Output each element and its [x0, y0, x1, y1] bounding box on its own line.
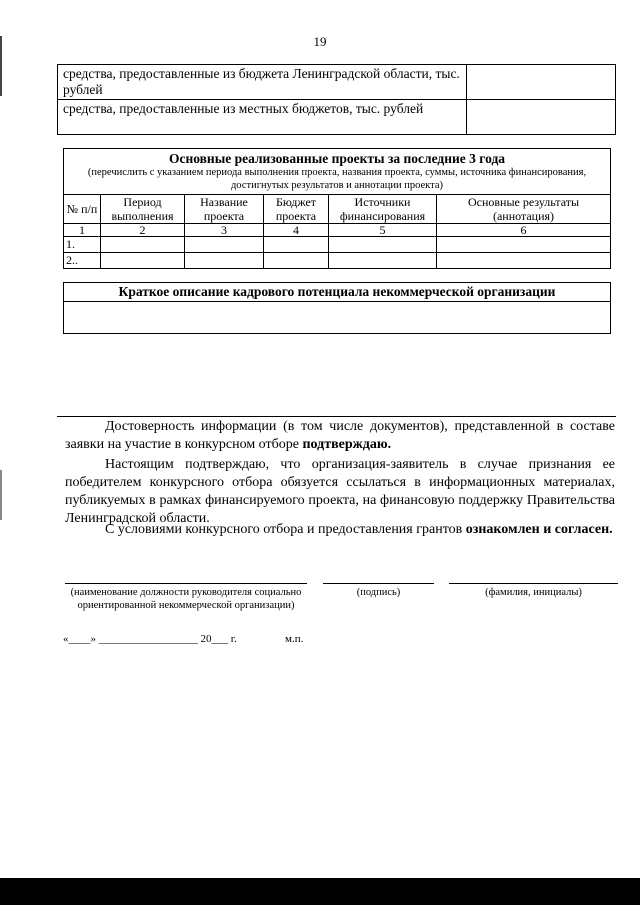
- column-header: Источники финансирования: [329, 195, 437, 224]
- staff-description-cell: [64, 302, 611, 334]
- projects-header: [64, 149, 611, 195]
- agreement-words: ознакомлен и согласен.: [465, 522, 613, 537]
- column-number: 3: [185, 224, 264, 237]
- stamp-place: м.п.: [285, 633, 304, 645]
- position-line: [65, 583, 307, 584]
- projects-title: Основные реализованные проекты за последние 3 года: [168, 151, 506, 166]
- scan-edge-mark: [0, 470, 2, 520]
- scan-footer-bar: [0, 878, 640, 905]
- projects-column-numbers: [64, 224, 611, 237]
- position-caption: (наименование должности руководителя социально ориентированной некоммерческой организации): [70, 587, 302, 611]
- column-number: 2: [101, 224, 185, 237]
- column-header: Основные результаты (аннотация): [437, 195, 611, 224]
- column-header: Период выполнения: [101, 195, 185, 224]
- staff-title: Краткое описание кадрового потенциала некоммерческой организации: [64, 283, 611, 302]
- column-number: 4: [264, 224, 329, 237]
- row-number: 1.: [64, 237, 101, 253]
- funds-value: [467, 100, 616, 135]
- funds-table: [57, 64, 616, 135]
- divider: [57, 416, 616, 417]
- funds-value: [467, 65, 616, 100]
- funds-label: средства, предоставленные из местных бюджетов, тыс. рублей: [58, 100, 467, 135]
- projects-table: [63, 148, 611, 269]
- column-header: Название проекта: [185, 195, 264, 224]
- confirmation-paragraph: Достоверность информации (в том числе документов), представленной в составе заявки на участие в конкурсном отборе подтверждаю.: [65, 419, 615, 452]
- agreement-paragraph: С условиями конкурсного отбора и предоставления грантов ознакомлен и согласен.: [105, 522, 613, 537]
- table-row: [64, 253, 611, 269]
- confirm-word: подтверждаю.: [302, 437, 392, 452]
- row-number: 2..: [64, 253, 101, 269]
- column-header: № п/п: [64, 195, 101, 224]
- date-line: «____» __________________ 20___ г.: [63, 633, 237, 645]
- page-number: 19: [313, 34, 327, 49]
- scan-edge-mark: [0, 36, 2, 96]
- funds-label: средства, предоставленные из бюджета Ленинградской области, тыс. рублей: [58, 65, 467, 100]
- table-row: [64, 237, 611, 253]
- table-row: [58, 65, 616, 100]
- staff-table: [63, 282, 611, 334]
- name-line: [449, 583, 618, 584]
- column-number: 1: [64, 224, 101, 237]
- projects-column-headers: [64, 195, 611, 224]
- name-caption: (фамилия, инициалы): [485, 587, 582, 598]
- column-number: 5: [329, 224, 437, 237]
- table-row: [58, 100, 616, 135]
- obligation-paragraph: Настоящим подтверждаю, что организация-заявитель в случае признания ее победителем конкурсного отбора обязуется ссылаться в информационных материалах, публикуемых в рамках финансируемого проекта, на финансовую поддержку Правительства Ленинградской области.: [65, 457, 615, 526]
- projects-subtitle: (перечислить с указанием периода выполнения проекта, названия проекта, суммы, источника финансирования, достигнутых результатов и аннотации проекта): [87, 167, 587, 191]
- signature-caption: (подпись): [356, 587, 401, 598]
- column-header: Бюджет проекта: [264, 195, 329, 224]
- column-number: 6: [437, 224, 611, 237]
- signature-line: [323, 583, 434, 584]
